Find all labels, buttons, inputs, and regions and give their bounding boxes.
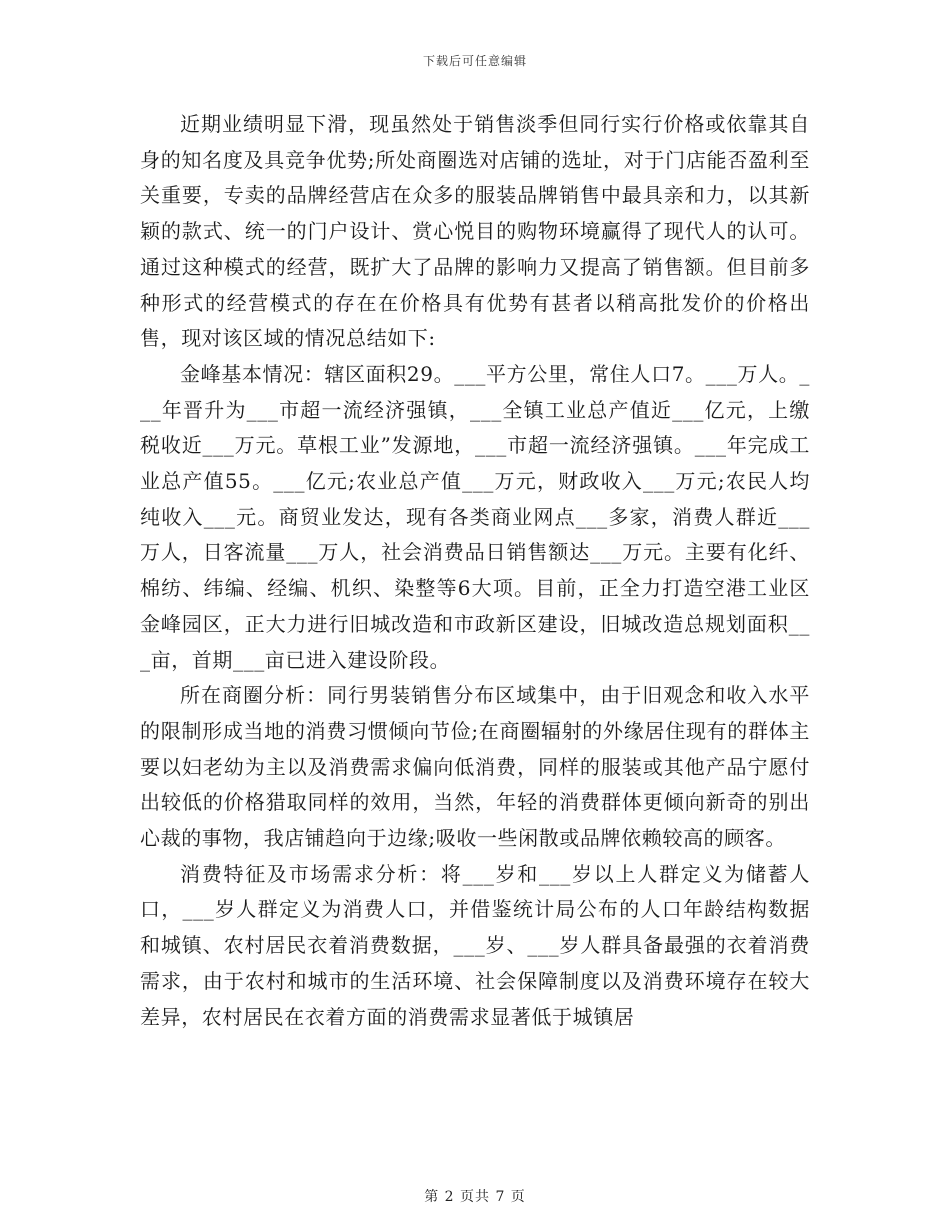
page-header: 下载后可任意编辑 <box>422 54 527 68</box>
paragraph-jinfeng-basic-info: 金峰基本情况：辖区面积29。___平方公里，常住人口7。___万人。___年晋升为___市超一流经济强镇，___全镇工业总产值近___亿元，上缴税收近___万元。草根工业”发源地，___市超一流经济强镇。___年完成工业总产值55。___亿元;农业总产值___万元，财政收入___万元;农民人均纯收入___元。商贸业发达，现有各类商业网点___多家，消费人群近___万人，日客流量___万人，社会消费品日销售额达___万元。主要有化纤、棉纺、纬编、经编、机织、染整等6大项。目前，正全力打造空港工业区金峰园区，正大力进行旧城改造和市政新区建设，旧城改造总规划面积___亩，首期___亩已进入建设阶段。 <box>140 361 810 672</box>
paragraph-performance-overview: 近期业绩明显下滑，现虽然处于销售淡季但同行实行价格或依靠其自身的知名度及具竞争优势;所处商圈选对店铺的选址，对于门店能否盈利至关重要，专卖的品牌经营店在众多的服装品牌销售中最具亲和力，以其新颖的款式、统一的门户设计、赏心悦目的购物环境赢得了现代人的认可。通过这种模式的经营，既扩大了品牌的影响力又提高了销售额。但目前多种形式的经营模式的存在在价格具有优势有甚者以稍高批发价的价格出售，现对该区域的情况总结如下: <box>140 112 810 351</box>
page-footer: 第 2 页共 7 页 <box>424 1189 526 1205</box>
document-body <box>140 107 810 1035</box>
paragraph-consumption-demand-analysis: 消费特征及市场需求分析：将___岁和___岁以上人群定义为储蓄人口，___岁人群定义为消费人口，并借鉴统计局公布的人口年龄结构数据和城镇、农村居民衣着消费数据，___岁、___岁人群具备最强的衣着消费需求，由于农村和城市的生活环境、社会保障制度以及消费环境存在较大差异，农村居民在衣着方面的消费需求显著低于城镇居 <box>140 861 810 1029</box>
paragraph-trade-area-analysis: 所在商圈分析：同行男装销售分布区域集中，由于旧观念和收入水平的限制形成当地的消费习惯倾向节俭;在商圈辐射的外缘居住现有的群体主要以妇老幼为主以及消费需求偏向低消费，同样的服装或其他产品宁愿付出较低的价格猎取同样的效用，当然，年轻的消费群体更倾向新奇的别出心裁的事物，我店铺趋向于边缘;吸收一些闲散或品牌依赖较高的顾客。 <box>140 683 810 851</box>
